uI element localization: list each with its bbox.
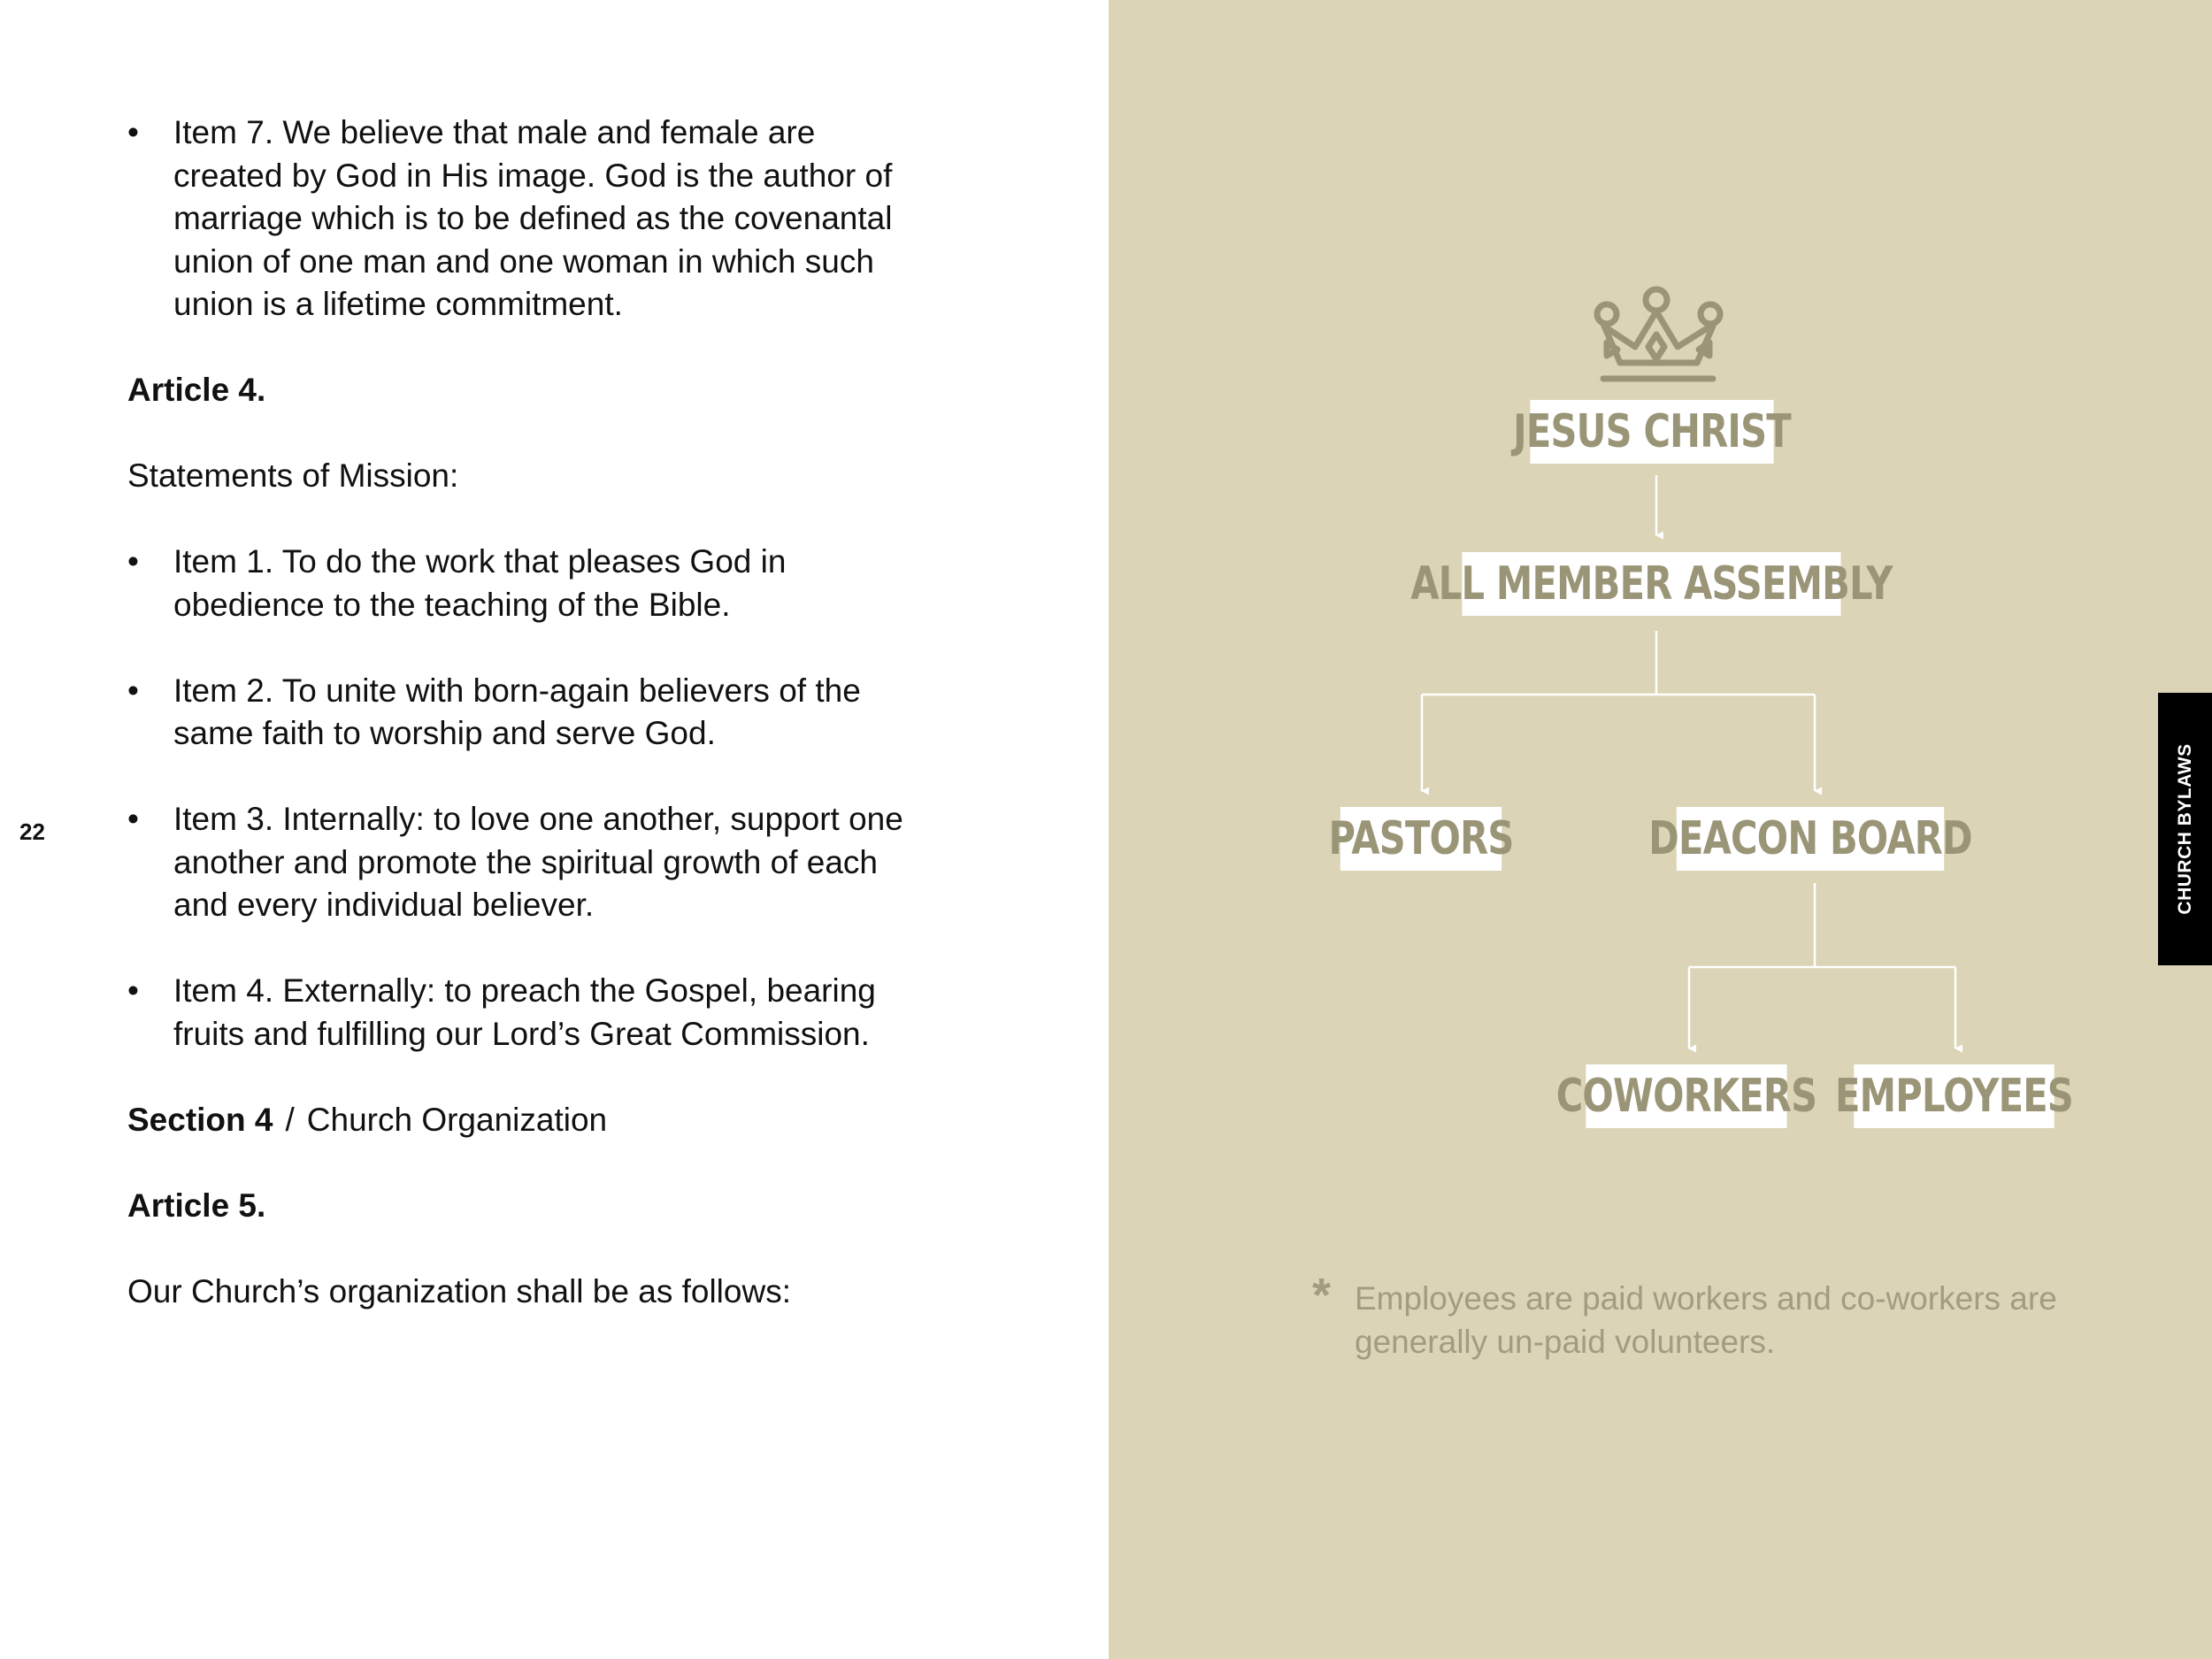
- organization-intro: Our Church’s organization shall be as follows:: [127, 1272, 791, 1310]
- node-coworkers: COWORKERS: [1586, 1064, 1786, 1128]
- footnote: [1312, 1269, 2073, 1363]
- section-label: Section 4: [127, 1101, 273, 1138]
- item-7: • Item 7. We believe that male and female are created by God in His image. God is the author of marriage which is to be defined as the covenantal union of one man and one woman in which such union is a lifetime commitment.: [127, 111, 924, 326]
- article-4-heading: Article 4.: [127, 372, 266, 408]
- item-4: • Item 4. Externally: to preach the Gospel, bearing fruits and fulfilling our Lord’s Great Commission.: [127, 970, 924, 1056]
- section-tab-label: CHURCH BYLAWS: [2174, 743, 2195, 915]
- item-1: • Item 1. To do the work that pleases God in obedience to the teaching of the Bible.: [127, 541, 924, 626]
- item-3: • Item 3. Internally: to love one another, support one another and promote the spiritual growth of each and every individual believer.: [127, 798, 924, 927]
- section-separator: /: [285, 1101, 295, 1138]
- node-employees: EMPLOYEES: [1854, 1064, 2054, 1128]
- bylaws-text: [127, 111, 924, 1313]
- footnote-text: Employees are paid workers and co-workers are generally un-paid volunteers.: [1355, 1280, 2057, 1360]
- asterisk-icon: *: [1312, 1269, 1332, 1322]
- section-title: Church Organization: [306, 1101, 608, 1138]
- section-4-heading: [127, 1099, 924, 1142]
- node-jesus-christ: JESUS CHRIST: [1530, 400, 1773, 464]
- item-2: • Item 2. To unite with born-again believers of the same faith to worship and serve God.: [127, 670, 924, 756]
- node-pastors: PASTORS: [1340, 807, 1502, 871]
- node-deacon-board: DEACON BOARD: [1677, 807, 1944, 871]
- article-5-heading: Article 5.: [127, 1187, 266, 1224]
- mission-heading: Statements of Mission:: [127, 457, 459, 494]
- page-number: 22: [19, 818, 45, 845]
- node-all-member-assembly: ALL MEMBER ASSEMBLY: [1463, 552, 1841, 616]
- section-tab: [2158, 693, 2212, 965]
